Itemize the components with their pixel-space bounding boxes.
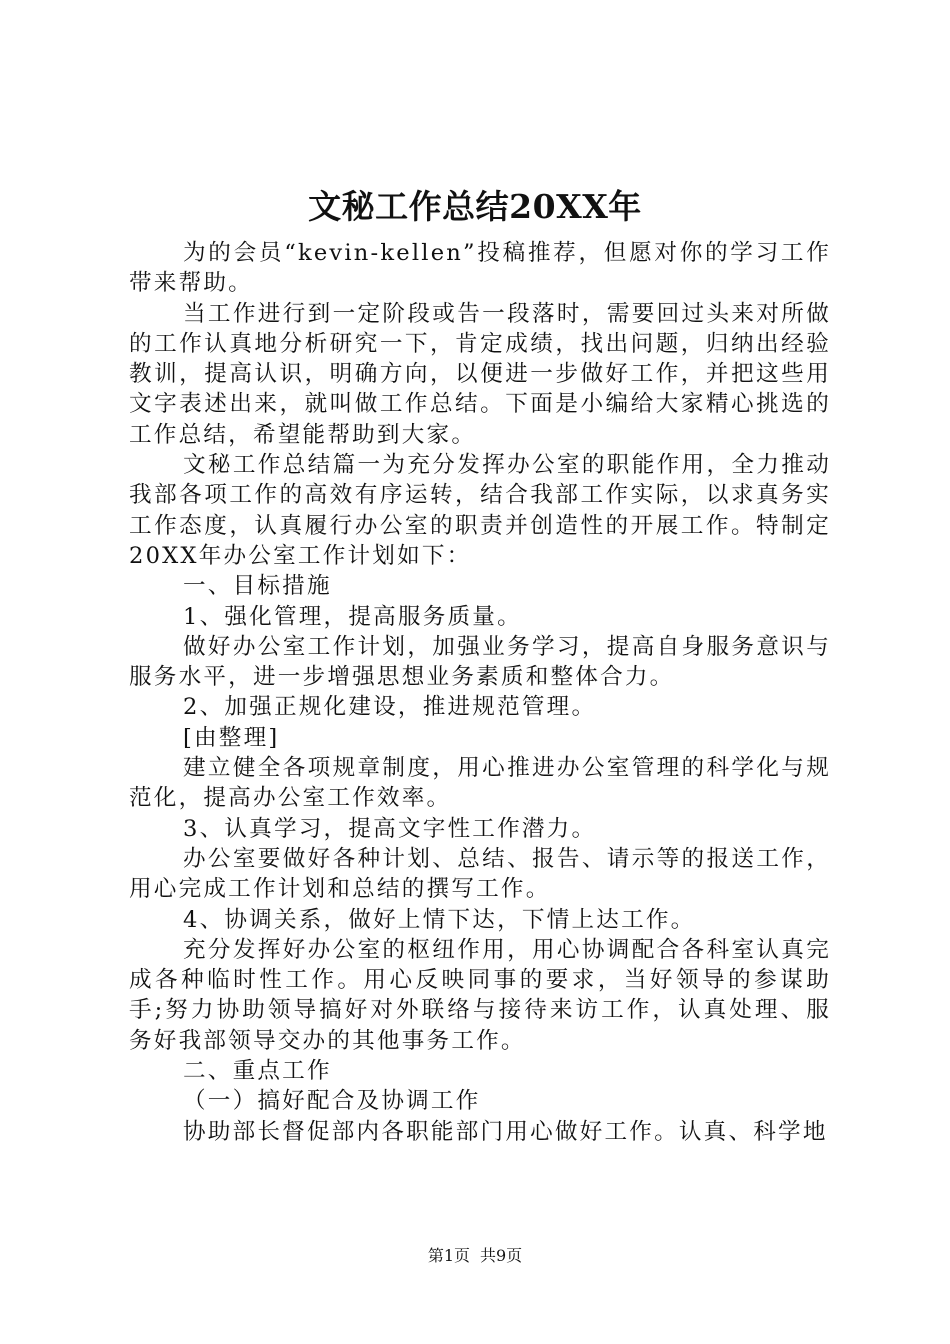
page-footer xyxy=(0,1244,950,1268)
subsection-heading: 1、强化管理，提高服务质量。 xyxy=(183,603,522,630)
document-title: 文秘工作总结20XX年 xyxy=(308,187,642,226)
subsection-heading: 3、认真学习，提高文字性工作潜力。 xyxy=(183,815,597,842)
paragraph: 文秘工作总结篇一为充分发挥办公室的职能作用，全力推动我部各项工作的高效有序运转，结合我部工作实际，以求真务实工作态度，认真履行办公室的职责并创造性的开展工作。特制定20XX年办公室工作计划如下： xyxy=(129,452,831,569)
section-heading: 二、重点工作 xyxy=(183,1058,332,1085)
page-number: 第1页 xyxy=(427,1246,470,1265)
document-body xyxy=(129,238,831,1147)
paragraph: 为的会员“kevin-kellen”投稿推荐，但愿对你的学习工作带来帮助。 xyxy=(129,240,831,297)
source-note: [由整理] xyxy=(183,724,280,751)
paragraph: 协助部长督促部内各职能部门用心做好工作。认真、科学地 xyxy=(183,1118,828,1145)
paragraph: 办公室要做好各种计划、总结、报告、请示等的报送工作，用心完成工作计划和总结的撰写工作。 xyxy=(129,845,831,903)
paragraph: 充分发挥好办公室的枢纽作用，用心协调配合各科室认真完成各种临时性工作。用心反映同事的要求，当好领导的参谋助手;努力协助领导搞好对外联络与接待来访工作，认真处理、服务好我部领导交办的其他事务工作。 xyxy=(129,936,831,1054)
paragraph: 做好办公室工作计划，加强业务学习，提高自身服务意识与服务水平，进一步增强思想业务素质和整体合力。 xyxy=(129,633,831,691)
subsection-heading: （一）搞好配合及协调工作 xyxy=(183,1088,481,1115)
paragraph: 当工作进行到一定阶段或告一段落时，需要回过头来对所做的工作认真地分析研究一下，肯定成绩，找出问题，归纳出经验教训，提高认识，明确方向，以便进一步做好工作，并把这些用文字表述出来，就叫做工作总结。下面是小编给大家精心挑选的工作总结，希望能帮助到大家。 xyxy=(129,300,831,448)
page-total: 共9页 xyxy=(480,1246,523,1265)
paragraph: 建立健全各项规章制度，用心推进办公室管理的科学化与规范化，提高办公室工作效率。 xyxy=(129,755,831,812)
subsection-heading: 4、协调关系，做好上情下达，下情上达工作。 xyxy=(183,906,696,933)
subsection-heading: 2、加强正规化建设，推进规范管理。 xyxy=(183,694,597,721)
section-heading: 一、目标措施 xyxy=(183,573,332,600)
